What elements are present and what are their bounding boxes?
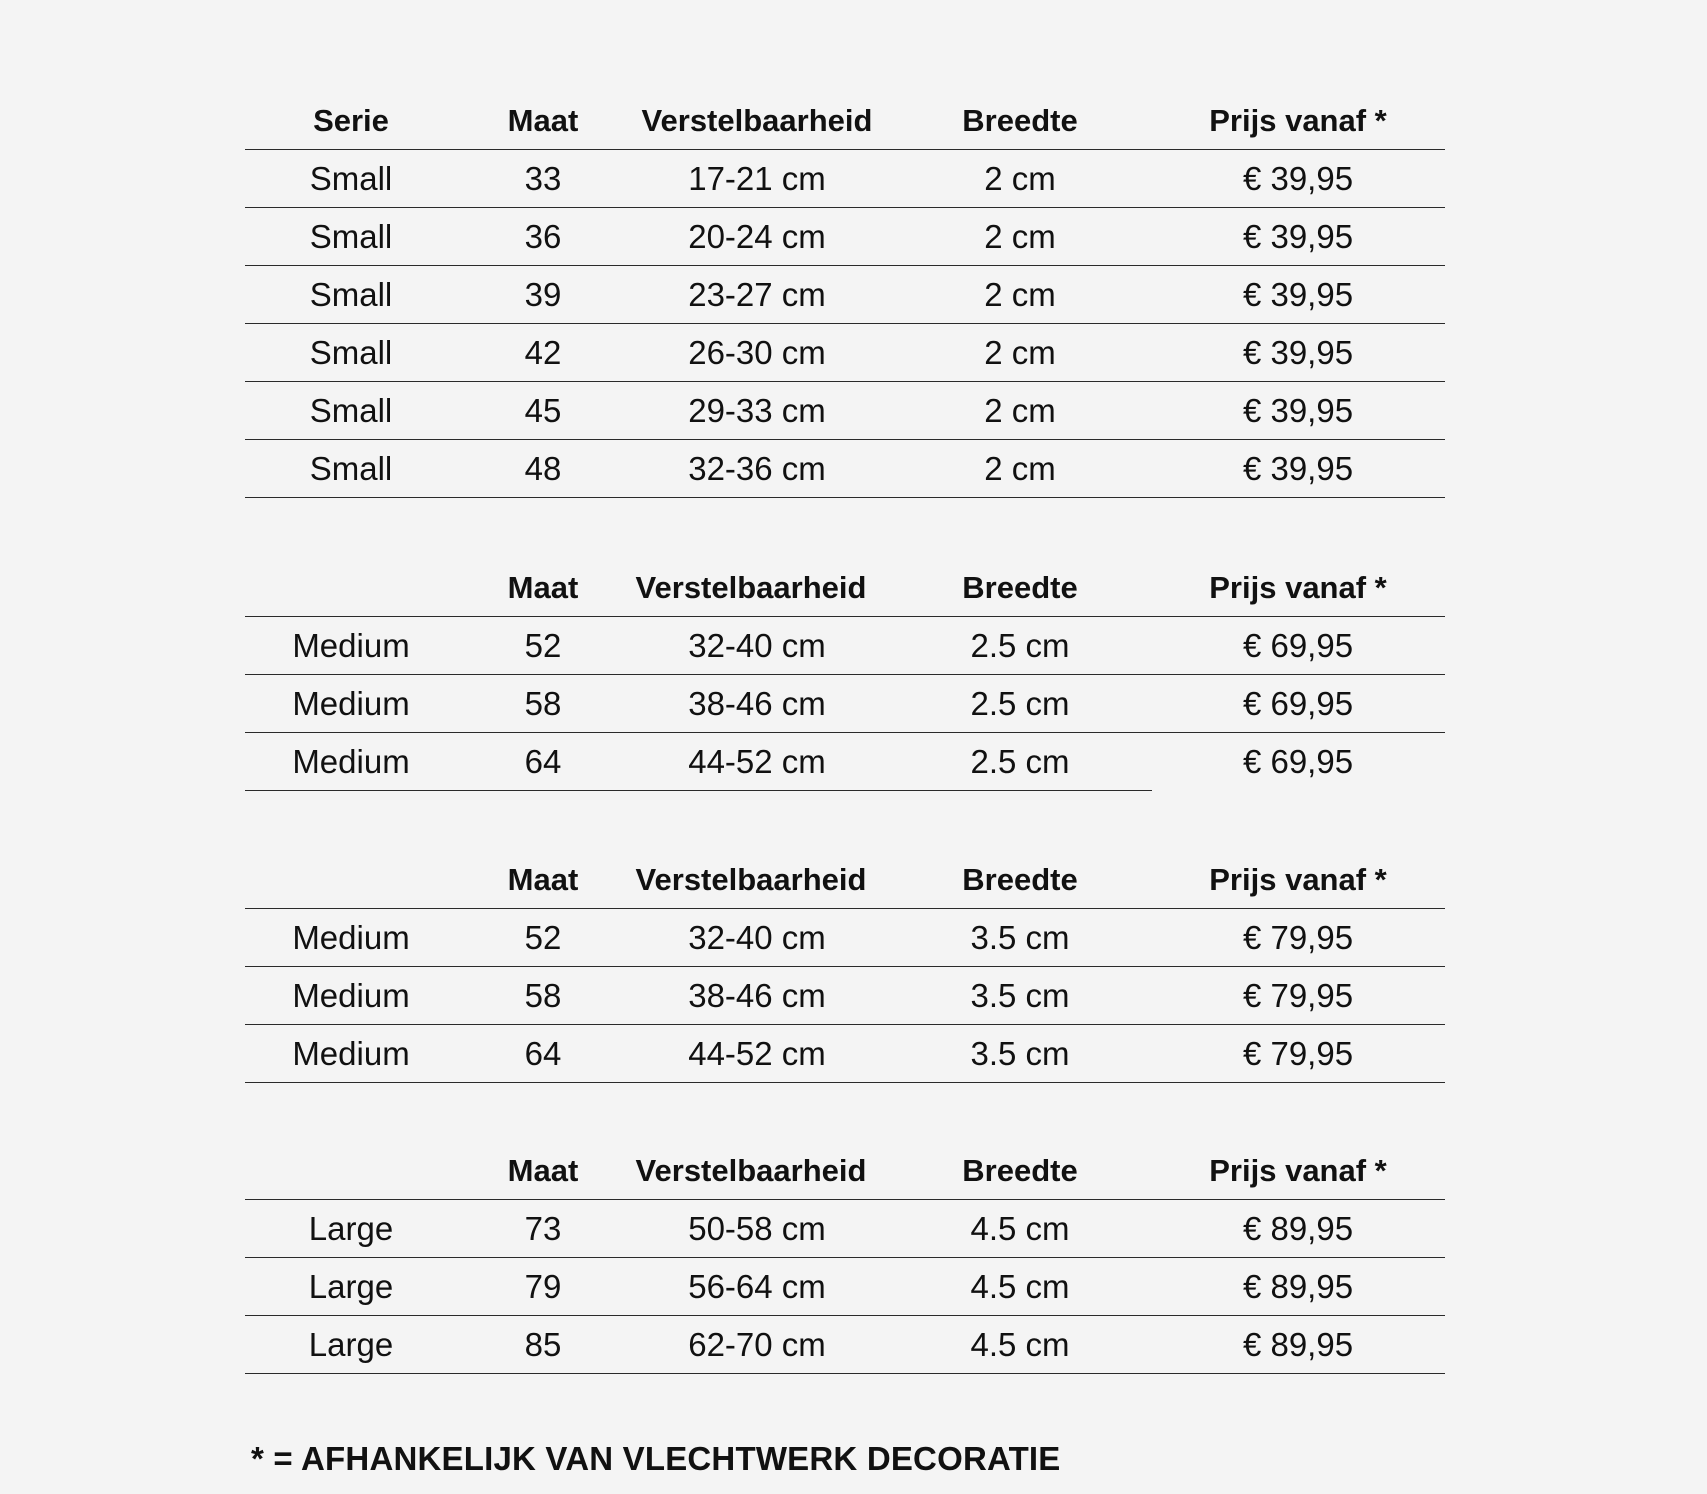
cell-serie: Medium <box>292 1034 410 1072</box>
cell-serie: Large <box>308 1267 394 1305</box>
table-header-row <box>245 1142 1445 1200</box>
cell-maat: 33 <box>524 159 562 197</box>
table-row <box>245 440 1445 498</box>
header-maat: Maat <box>507 569 579 605</box>
table-row <box>245 1025 1445 1083</box>
cell-verstelbaarheid: 62-70 cm <box>688 1325 826 1363</box>
cell-maat: 48 <box>524 449 562 487</box>
size-table-large <box>245 1142 1445 1374</box>
cell-verstelbaarheid: 38-46 cm <box>688 684 826 722</box>
cell-prijs: € 79,95 <box>1242 918 1354 956</box>
cell-breedte: 2.5 cm <box>970 743 1070 780</box>
size-table-small <box>245 92 1445 498</box>
header-serie: Serie <box>313 102 389 138</box>
header-prijs: Prijs vanaf * <box>1209 1152 1387 1188</box>
header-prijs: Prijs vanaf * <box>1209 102 1387 138</box>
cell-verstelbaarheid: 32-36 cm <box>688 449 826 487</box>
cell-maat: 52 <box>524 626 562 664</box>
cell-breedte: 4.5 cm <box>970 1267 1070 1305</box>
cell-maat: 85 <box>524 1325 562 1363</box>
cell-breedte: 3.5 cm <box>970 976 1070 1014</box>
cell-maat: 79 <box>524 1267 562 1305</box>
cell-prijs: € 69,95 <box>1242 743 1354 780</box>
cell-breedte: 2 cm <box>984 391 1056 429</box>
header-maat: Maat <box>507 861 579 897</box>
cell-breedte: 4.5 cm <box>970 1209 1070 1247</box>
cell-verstelbaarheid: 23-27 cm <box>688 275 826 313</box>
cell-prijs: € 79,95 <box>1242 976 1354 1014</box>
cell-maat: 45 <box>524 391 562 429</box>
size-table-medium-2-5 <box>245 559 1445 791</box>
cell-prijs: € 89,95 <box>1242 1325 1354 1363</box>
table-header-row <box>245 92 1445 150</box>
cell-maat: 58 <box>524 684 562 722</box>
cell-maat: 42 <box>524 333 562 371</box>
cell-maat: 52 <box>524 918 562 956</box>
cell-serie: Small <box>309 159 393 197</box>
cell-verstelbaarheid: 44-52 cm <box>688 1034 826 1072</box>
cell-breedte: 3.5 cm <box>970 1034 1070 1072</box>
cell-serie: Medium <box>292 684 410 722</box>
cell-serie: Large <box>308 1209 394 1247</box>
header-verstelbaarheid: Verstelbaarheid <box>635 1152 867 1188</box>
cell-prijs: € 39,95 <box>1242 449 1354 487</box>
cell-maat: 64 <box>524 743 562 780</box>
cell-breedte: 4.5 cm <box>970 1325 1070 1363</box>
cell-breedte: 2 cm <box>984 217 1056 255</box>
footnote: * = AFHANKELIJK VAN VLECHTWERK DECORATIE <box>251 1440 1061 1477</box>
cell-verstelbaarheid: 38-46 cm <box>688 976 826 1014</box>
cell-verstelbaarheid: 32-40 cm <box>688 918 826 956</box>
cell-verstelbaarheid: 32-40 cm <box>688 626 826 664</box>
header-maat: Maat <box>507 1152 579 1188</box>
cell-prijs: € 39,95 <box>1242 391 1354 429</box>
header-maat: Maat <box>507 102 579 138</box>
cell-prijs: € 39,95 <box>1242 333 1354 371</box>
cell-serie: Medium <box>292 976 410 1014</box>
cell-serie: Small <box>309 275 393 313</box>
header-breedte: Breedte <box>962 569 1078 605</box>
cell-serie: Large <box>308 1325 394 1363</box>
table-row <box>245 150 1445 208</box>
cell-serie: Medium <box>292 626 410 664</box>
table-header-row <box>245 559 1445 617</box>
cell-prijs: € 69,95 <box>1242 684 1354 722</box>
table-row <box>245 266 1445 324</box>
cell-prijs: € 39,95 <box>1242 217 1354 255</box>
header-verstelbaarheid: Verstelbaarheid <box>641 102 873 138</box>
cell-maat: 73 <box>524 1209 562 1247</box>
header-breedte: Breedte <box>962 1152 1078 1188</box>
table-row <box>245 324 1445 382</box>
cell-verstelbaarheid: 56-64 cm <box>688 1267 826 1305</box>
table-row <box>245 382 1445 440</box>
table-row <box>245 1258 1445 1316</box>
cell-verstelbaarheid: 20-24 cm <box>688 217 826 255</box>
table-row <box>245 617 1445 675</box>
cell-prijs: € 89,95 <box>1242 1267 1354 1305</box>
cell-prijs: € 39,95 <box>1242 159 1354 197</box>
table-row <box>245 1200 1445 1258</box>
cell-verstelbaarheid: 26-30 cm <box>688 333 826 371</box>
cell-breedte: 3.5 cm <box>970 918 1070 956</box>
header-prijs: Prijs vanaf * <box>1209 861 1387 897</box>
cell-prijs: € 89,95 <box>1242 1209 1354 1247</box>
cell-breedte: 2 cm <box>984 449 1056 487</box>
cell-serie: Small <box>309 217 393 255</box>
header-breedte: Breedte <box>962 861 1078 897</box>
cell-serie: Medium <box>292 743 410 780</box>
cell-maat: 36 <box>524 217 562 255</box>
header-verstelbaarheid: Verstelbaarheid <box>635 569 867 605</box>
table-row <box>245 967 1445 1025</box>
header-verstelbaarheid: Verstelbaarheid <box>635 861 867 897</box>
table-row <box>245 675 1445 733</box>
cell-serie: Small <box>309 391 393 429</box>
table-row <box>245 1316 1445 1374</box>
cell-breedte: 2 cm <box>984 275 1056 313</box>
cell-verstelbaarheid: 50-58 cm <box>688 1209 826 1247</box>
table-header-row <box>245 851 1445 909</box>
cell-maat: 58 <box>524 976 562 1014</box>
cell-serie: Small <box>309 449 393 487</box>
cell-prijs: € 79,95 <box>1242 1034 1354 1072</box>
cell-breedte: 2.5 cm <box>970 684 1070 722</box>
cell-verstelbaarheid: 44-52 cm <box>688 743 826 780</box>
cell-prijs: € 39,95 <box>1242 275 1354 313</box>
cell-verstelbaarheid: 17-21 cm <box>688 159 826 197</box>
cell-verstelbaarheid: 29-33 cm <box>688 391 826 429</box>
table-row <box>245 208 1445 266</box>
cell-serie: Medium <box>292 918 410 956</box>
cell-maat: 64 <box>524 1034 562 1072</box>
table-row <box>245 909 1445 967</box>
cell-breedte: 2 cm <box>984 333 1056 371</box>
table-row <box>245 733 1445 791</box>
header-breedte: Breedte <box>962 102 1078 138</box>
cell-serie: Small <box>309 333 393 371</box>
header-prijs: Prijs vanaf * <box>1209 569 1387 605</box>
size-table-medium-3-5 <box>245 851 1445 1083</box>
cell-breedte: 2 cm <box>984 159 1056 197</box>
cell-prijs: € 69,95 <box>1242 626 1354 664</box>
cell-maat: 39 <box>524 275 562 313</box>
cell-breedte: 2.5 cm <box>970 626 1070 664</box>
